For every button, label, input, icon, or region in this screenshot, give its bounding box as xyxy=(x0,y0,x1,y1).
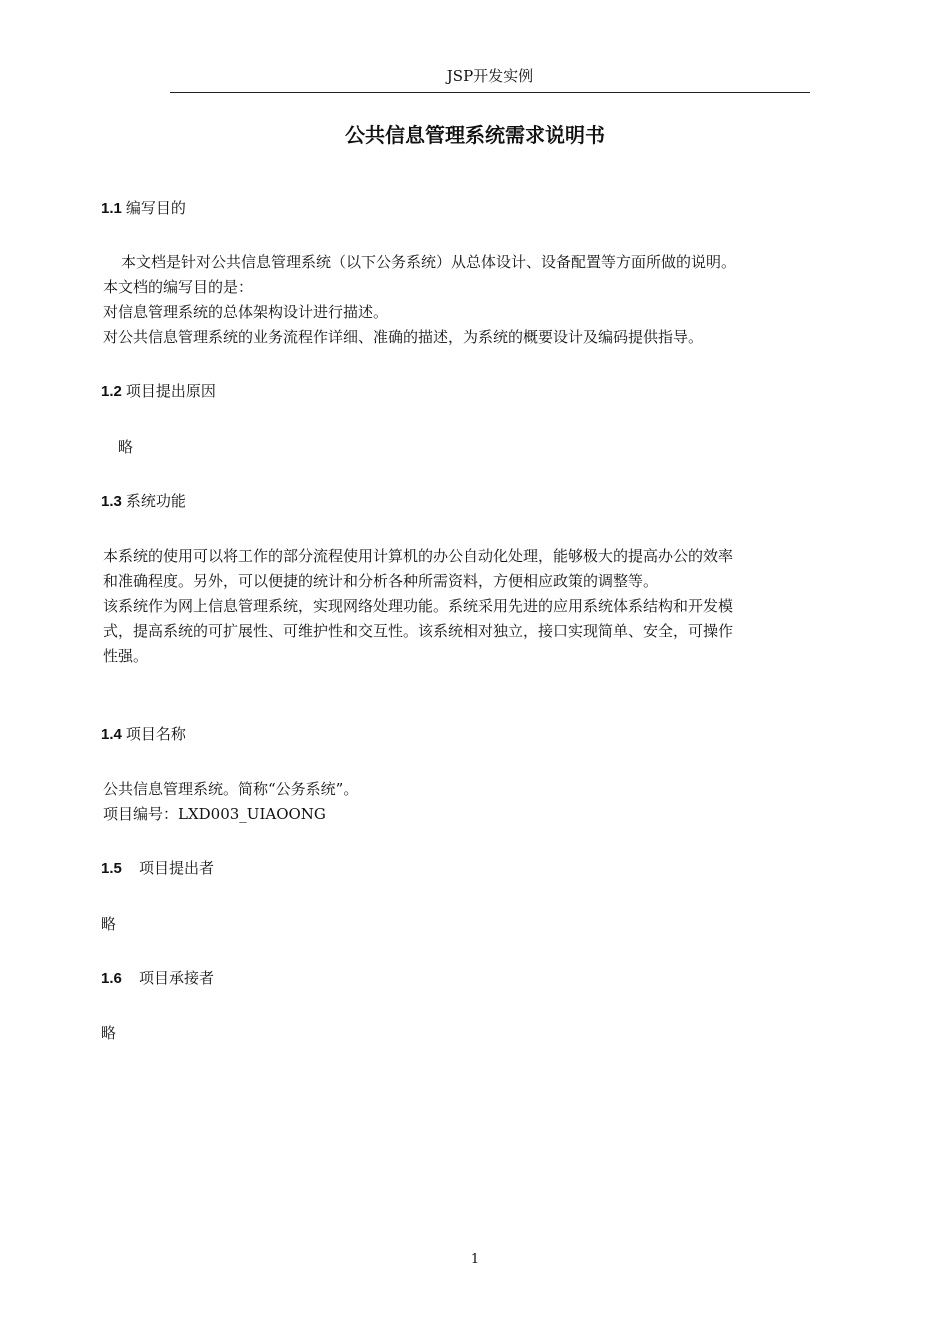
paragraph: 性强。 xyxy=(103,647,149,665)
section-number: 1.1 xyxy=(101,200,122,217)
section-title: 项目名称 xyxy=(125,725,186,743)
section-heading-1-5 xyxy=(101,858,214,879)
section-title: 项目承接者 xyxy=(139,969,215,987)
paragraph: 本文档是针对公共信息管理系统（以下公务系统）从总体设计、设备配置等方面所做的说明。 xyxy=(121,253,737,271)
running-header: JSP开发实例 xyxy=(446,67,534,85)
section-number: 1.5 xyxy=(101,860,122,877)
document-title: 公共信息管理系统需求说明书 xyxy=(345,123,605,147)
project-code: 项目编号：LXD003_UIAOONG xyxy=(103,805,326,823)
paragraph: 对信息管理系统的总体架构设计进行描述。 xyxy=(103,303,389,321)
paragraph: 本文档的编写目的是： xyxy=(103,278,254,296)
section-heading-1-2 xyxy=(101,381,216,402)
section-heading-1-3 xyxy=(101,491,186,512)
paragraph: 公共信息管理系统。简称“公务系统”。 xyxy=(103,780,359,798)
section-number: 1.4 xyxy=(101,726,122,743)
header-rule xyxy=(170,92,810,93)
paragraph: 略 xyxy=(101,1024,117,1042)
section-title: 项目提出者 xyxy=(139,859,215,877)
section-number: 1.6 xyxy=(101,970,122,987)
paragraph: 式，提高系统的可扩展性、可维护性和交互性。该系统相对独立，接口实现简单、安全，可操作 xyxy=(103,622,734,640)
page-number: 1 xyxy=(470,1252,480,1267)
section-number: 1.3 xyxy=(101,493,122,510)
section-number: 1.2 xyxy=(101,383,122,400)
paragraph: 该系统作为网上信息管理系统，实现网络处理功能。系统采用先进的应用系统体系结构和开发模 xyxy=(103,597,734,615)
section-title: 系统功能 xyxy=(125,492,186,510)
paragraph: 对公共信息管理系统的业务流程作详细、准确的描述，为系统的概要设计及编码提供指导。 xyxy=(103,328,704,346)
section-title: 项目提出原因 xyxy=(125,382,216,400)
paragraph: 本系统的使用可以将工作的部分流程使用计算机的办公自动化处理，能够极大的提高办公的效率 xyxy=(103,547,734,565)
paragraph: 略 xyxy=(101,915,117,933)
paragraph: 略 xyxy=(118,438,134,456)
section-title: 编写目的 xyxy=(125,199,186,217)
paragraph: 和准确程度。另外，可以便捷的统计和分析各种所需资料，方便相应政策的调整等。 xyxy=(103,572,659,590)
section-heading-1-4 xyxy=(101,724,186,745)
section-heading-1-6 xyxy=(101,968,214,989)
section-heading-1-1 xyxy=(101,198,186,219)
